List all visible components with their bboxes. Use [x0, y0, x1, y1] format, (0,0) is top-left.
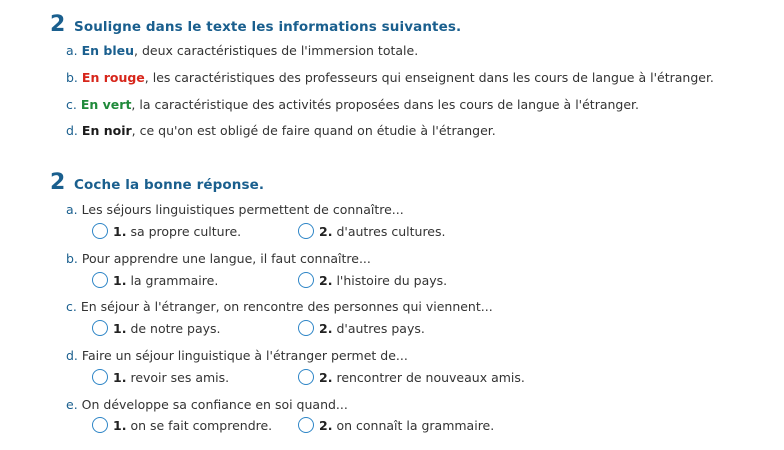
- question-a: [66, 202, 404, 217]
- radio-circle-icon[interactable]: [92, 417, 108, 433]
- option-label: d'autres cultures.: [336, 223, 446, 239]
- radio-circle-icon[interactable]: [92, 223, 108, 239]
- radio-circle-icon[interactable]: [298, 272, 314, 288]
- keyword-red: En rouge: [81, 70, 145, 85]
- question-text: Pour apprendre une langue, il faut connaître...: [81, 251, 371, 266]
- item-text: , ce qu'on est obligé de faire quand on étudie à l'étranger.: [131, 123, 496, 138]
- question-text: On développe sa confiance en soi quand...: [81, 397, 348, 412]
- option-label: on se fait comprendre.: [130, 417, 273, 433]
- option-label: on connaît la grammaire.: [336, 417, 495, 433]
- instruction-item-d: [66, 123, 496, 138]
- option-label: l'histoire du pays.: [336, 272, 448, 288]
- question-letter: e.: [66, 397, 78, 412]
- radio-circle-icon[interactable]: [92, 369, 108, 385]
- option-label: d'autres pays.: [336, 320, 425, 336]
- exercise-1-title: Souligne dans le texte les informations suivantes.: [74, 19, 462, 35]
- option-number: 1.: [113, 369, 127, 385]
- instruction-item-c: [66, 97, 639, 112]
- option-number: 1.: [113, 417, 127, 433]
- exercise-1-number: 2: [50, 12, 66, 37]
- question-b: [66, 251, 371, 266]
- option-number: 1.: [113, 272, 127, 288]
- keyword-blue: En bleu: [81, 43, 135, 58]
- item-text: , les caractéristiques des professeurs qui enseignent dans les cours de langue à l'étranger.: [144, 70, 714, 85]
- keyword-green: En vert: [80, 97, 132, 112]
- option-number: 2.: [319, 320, 333, 336]
- question-letter: a.: [66, 202, 78, 217]
- instruction-item-b: [66, 70, 714, 85]
- item-text: , deux caractéristiques de l'immersion totale.: [134, 43, 419, 58]
- option-number: 2.: [319, 272, 333, 288]
- exercise-2-number: 2: [50, 170, 66, 195]
- question-letter: b.: [66, 251, 78, 266]
- option-label: la grammaire.: [130, 272, 219, 288]
- option-label: rencontrer de nouveaux amis.: [336, 369, 525, 385]
- exercise-2-title: Coche la bonne réponse.: [74, 177, 265, 193]
- question-c-option-2[interactable]: [298, 320, 425, 336]
- question-e-option-2[interactable]: [298, 417, 494, 433]
- question-d: [66, 348, 408, 363]
- question-e: [66, 397, 348, 412]
- question-letter: c.: [66, 299, 77, 314]
- radio-circle-icon[interactable]: [298, 223, 314, 239]
- radio-circle-icon[interactable]: [92, 272, 108, 288]
- question-a-option-2[interactable]: [298, 223, 445, 239]
- question-c: [66, 299, 493, 314]
- option-label: revoir ses amis.: [130, 369, 230, 385]
- option-number: 2.: [319, 369, 333, 385]
- question-text: Les séjours linguistiques permettent de connaître...: [81, 202, 404, 217]
- question-b-option-2[interactable]: [298, 272, 447, 288]
- item-letter: d.: [66, 123, 78, 138]
- item-letter: c.: [66, 97, 77, 112]
- keyword-black: En noir: [81, 123, 132, 138]
- question-d-option-1[interactable]: [92, 369, 229, 385]
- question-c-option-1[interactable]: [92, 320, 221, 336]
- instruction-item-a: [66, 43, 418, 58]
- question-text: En séjour à l'étranger, on rencontre des personnes qui viennent...: [80, 299, 493, 314]
- question-a-option-1[interactable]: [92, 223, 241, 239]
- exercise-2-header: [50, 172, 264, 194]
- option-label: de notre pays.: [130, 320, 221, 336]
- exercise-1-header: [50, 14, 461, 36]
- item-text: , la caractéristique des activités proposées dans les cours de langue à l'étranger.: [131, 97, 640, 112]
- radio-circle-icon[interactable]: [298, 417, 314, 433]
- question-letter: d.: [66, 348, 78, 363]
- option-number: 2.: [319, 417, 333, 433]
- radio-circle-icon[interactable]: [92, 320, 108, 336]
- option-label: sa propre culture.: [130, 223, 242, 239]
- option-number: 1.: [113, 320, 127, 336]
- radio-circle-icon[interactable]: [298, 369, 314, 385]
- item-letter: a.: [66, 43, 78, 58]
- radio-circle-icon[interactable]: [298, 320, 314, 336]
- question-d-option-2[interactable]: [298, 369, 525, 385]
- option-number: 1.: [113, 223, 127, 239]
- question-e-option-1[interactable]: [92, 417, 272, 433]
- question-text: Faire un séjour linguistique à l'étranger permet de...: [81, 348, 408, 363]
- option-number: 2.: [319, 223, 333, 239]
- item-letter: b.: [66, 70, 78, 85]
- question-b-option-1[interactable]: [92, 272, 218, 288]
